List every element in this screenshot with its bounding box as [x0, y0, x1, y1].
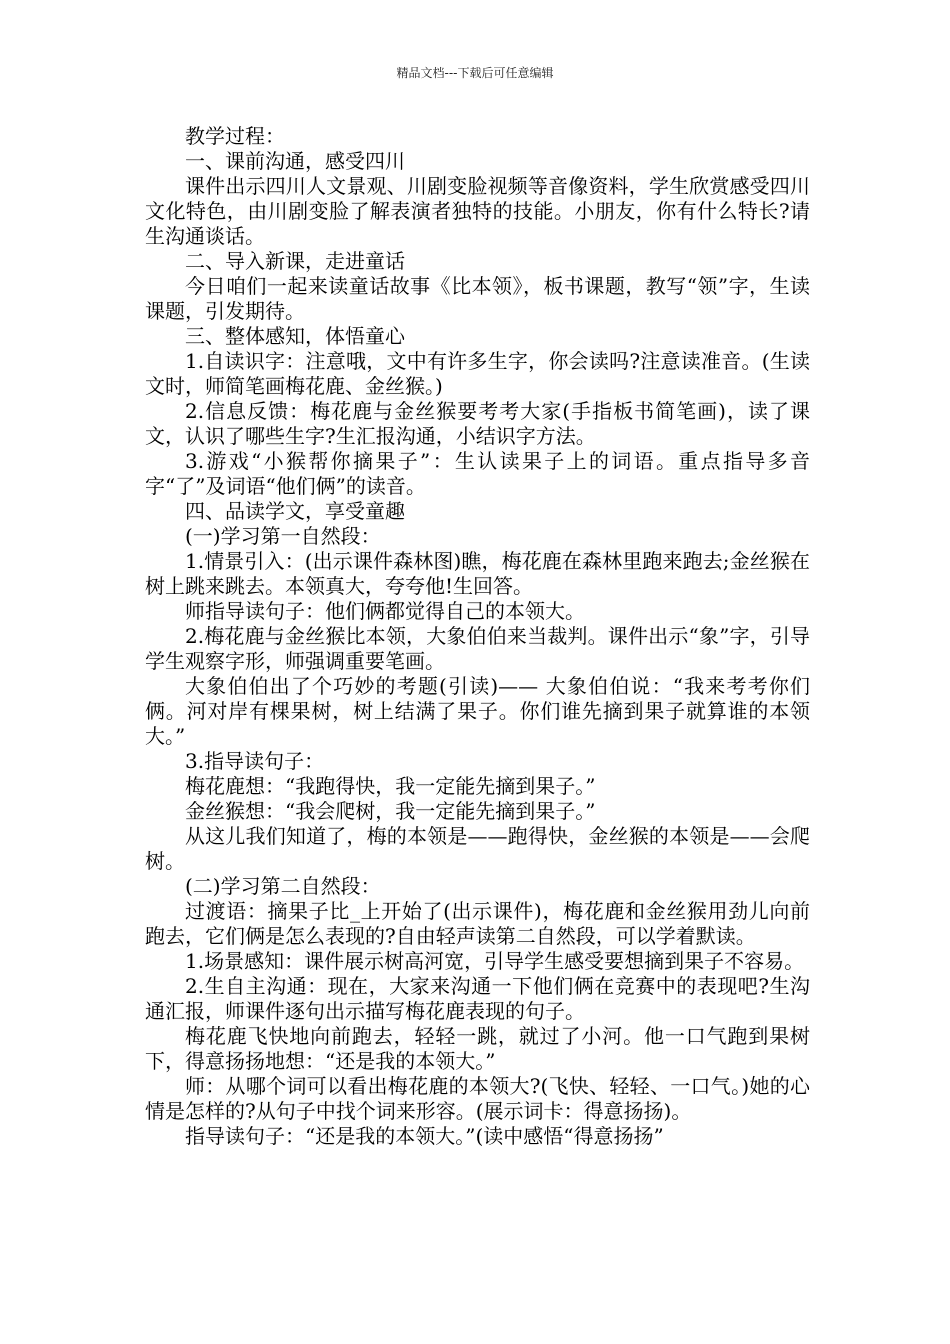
- page-header: 精品文档---下载后可任意编辑: [396, 66, 554, 80]
- section-heading-1: 一、课前沟通，感受四川: [185, 149, 405, 173]
- section-heading-2: 二、导入新课，走进童话: [185, 249, 405, 273]
- paragraph: 3.游戏“小猴帮你摘果子”：生认读果子上的词语。重点指导多音字“了”及词语“他们俩”的读音。: [145, 449, 810, 498]
- paragraph: 指导读句子：“还是我的本领大。”(读中感悟“得意扬扬”: [185, 1124, 664, 1148]
- document-body: [145, 124, 810, 1149]
- subsection-heading-2: (二)学习第二自然段：: [185, 874, 381, 898]
- section-heading-4: 四、品读学文，享受童趣: [185, 499, 405, 523]
- paragraph-heading-process: 教学过程：: [185, 124, 285, 148]
- paragraph: 从这儿我们知道了，梅的本领是——跑得快，金丝猴的本领是——会爬树。: [145, 824, 810, 873]
- paragraph: 师：从哪个词可以看出梅花鹿的本领大?(飞快、轻轻、一口气。)她的心情是怎样的?从句子中找个词来形容。(展示词卡：得意扬扬)。: [145, 1074, 810, 1123]
- paragraph: 课件出示四川人文景观、川剧变脸视频等音像资料，学生欣赏感受四川文化特色，由川剧变脸了解表演者独特的技能。小朋友，你有什么特长?请生沟通谈话。: [145, 174, 810, 248]
- section-heading-3: 三、整体感知，体悟童心: [185, 324, 405, 348]
- paragraph: 3.指导读句子：: [185, 749, 325, 773]
- paragraph: 大象伯伯出了个巧妙的考题(引读)—— 大象伯伯说：“我来考考你们俩。河对岸有棵果树，树上结满了果子。你们谁先摘到果子就算谁的本领大。”: [145, 674, 810, 748]
- paragraph: 2.生自主沟通：现在，大家来沟通一下他们俩在竞赛中的表现吧?生沟通汇报，师课件逐句出示描写梅花鹿表现的句子。: [145, 974, 810, 1023]
- paragraph: 师指导读句子：他们俩都觉得自己的本领大。: [185, 599, 585, 623]
- paragraph: 今日咱们一起来读童话故事《比本领》，板书课题，教写“领”字，生读课题，引发期待。: [145, 274, 810, 323]
- paragraph: 1.自读识字：注意哦，文中有许多生字，你会读吗?注意读准音。(生读文时，师简笔画梅花鹿、金丝猴。): [145, 349, 810, 398]
- paragraph: 2.信息反馈：梅花鹿与金丝猴要考考大家(手指板书简笔画)，读了课文，认识了哪些生字?生汇报沟通，小结识字方法。: [145, 399, 810, 448]
- paragraph: 2.梅花鹿与金丝猴比本领，大象伯伯来当裁判。课件出示“象”字，引导学生观察字形，师强调重要笔画。: [145, 624, 810, 673]
- paragraph: 金丝猴想：“我会爬树，我一定能先摘到果子。”: [185, 799, 596, 823]
- paragraph: 过渡语：摘果子比_上开始了(出示课件)，梅花鹿和金丝猴用劲儿向前跑去，它们俩是怎么表现的?自由轻声读第二自然段，可以学着默读。: [145, 899, 810, 948]
- paragraph: 梅花鹿飞快地向前跑去，轻轻一跳，就过了小河。他一口气跑到果树下，得意扬扬地想：“还是我的本领大。”: [145, 1024, 810, 1073]
- paragraph: 1.场景感知：课件展示树高河宽，引导学生感受要想摘到果子不容易。: [185, 949, 805, 973]
- paragraph: 1.情景引入：(出示课件森林图)瞧，梅花鹿在森林里跑来跑去;金丝猴在树上跳来跳去。本领真大，夸夸他!生回答。: [145, 549, 810, 598]
- subsection-heading-1: (一)学习第一自然段：: [185, 524, 381, 548]
- paragraph: 梅花鹿想：“我跑得快，我一定能先摘到果子。”: [185, 774, 596, 798]
